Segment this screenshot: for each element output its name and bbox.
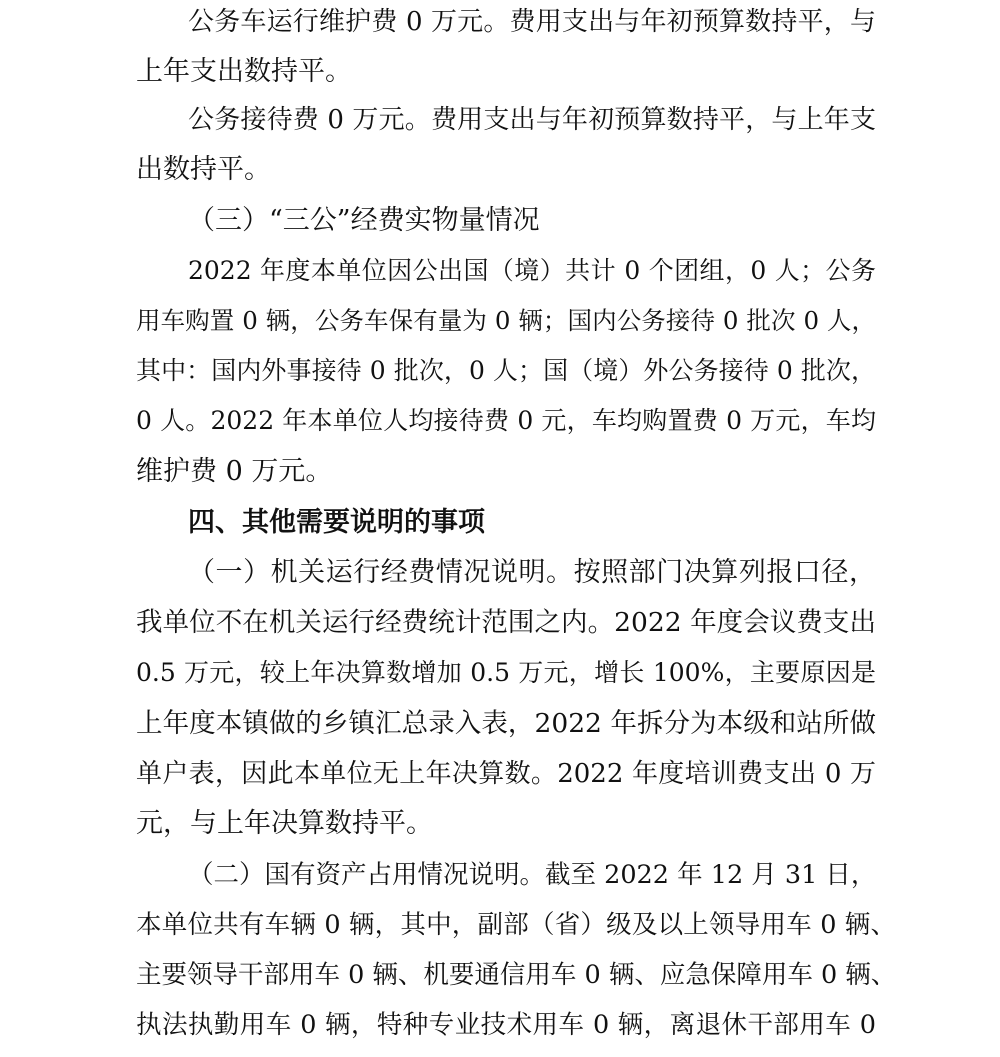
text-line-17: 元，与上年决算数持平。 <box>136 808 433 839</box>
text-line-6: 2022 年度本单位因公出国（境）共计 0 个团组，0 人；公务 <box>188 256 876 285</box>
text-line-2: 上年支出数持平。 <box>136 56 352 87</box>
text-line-16: 单户表，因此本单位无上年决算数。2022 年度培训费支出 0 万 <box>136 759 876 789</box>
text-line-21: 执法执勤用车 0 辆，特种专业技术用车 0 辆，离退休干部用车 0 <box>136 1010 876 1040</box>
text-line-12: （一）机关运行经费情况说明。按照部门决算列报口径， <box>188 557 876 588</box>
text-line-14: 0.5 万元，较上年决算数增加 0.5 万元，增长 100%，主要原因是 <box>136 658 876 687</box>
section-heading-3: （三）“三公”经费实物量情况 <box>188 205 540 236</box>
section-heading-4: 四、其他需要说明的事项 <box>188 507 485 538</box>
text-line-13: 我单位不在机关运行经费统计范围之内。2022 年度会议费支出 <box>136 607 876 638</box>
text-line-1: 公务车运行维护费 0 万元。费用支出与年初预算数持平，与 <box>188 7 876 37</box>
text-line-3: 公务接待费 0 万元。费用支出与年初预算数持平，与上年支 <box>188 105 876 135</box>
text-line-4: 出数持平。 <box>136 154 271 185</box>
text-line-7: 用车购置 0 辆，公务车保有量为 0 辆；国内公务接待 0 批次 0 人， <box>136 306 876 335</box>
text-line-9: 0 人。2022 年本单位人均接待费 0 元，车均购置费 0 万元，车均 <box>136 406 876 435</box>
text-line-19: 本单位共有车辆 0 辆，其中，副部（省）级及以上领导用车 0 辆、 <box>136 910 896 940</box>
text-line-20: 主要领导干部用车 0 辆、机要通信用车 0 辆、应急保障用车 0 辆、 <box>136 960 897 990</box>
text-line-10: 维护费 0 万元。 <box>136 456 333 487</box>
text-line-18: （二）国有资产占用情况说明。截至 2022 年 12 月 31 日， <box>188 860 877 890</box>
text-line-15: 上年度本镇做的乡镇汇总录入表，2022 年拆分为本级和站所做 <box>136 708 876 739</box>
text-line-8: 其中：国内外事接待 0 批次，0 人；国（境）外公务接待 0 批次， <box>136 356 876 385</box>
